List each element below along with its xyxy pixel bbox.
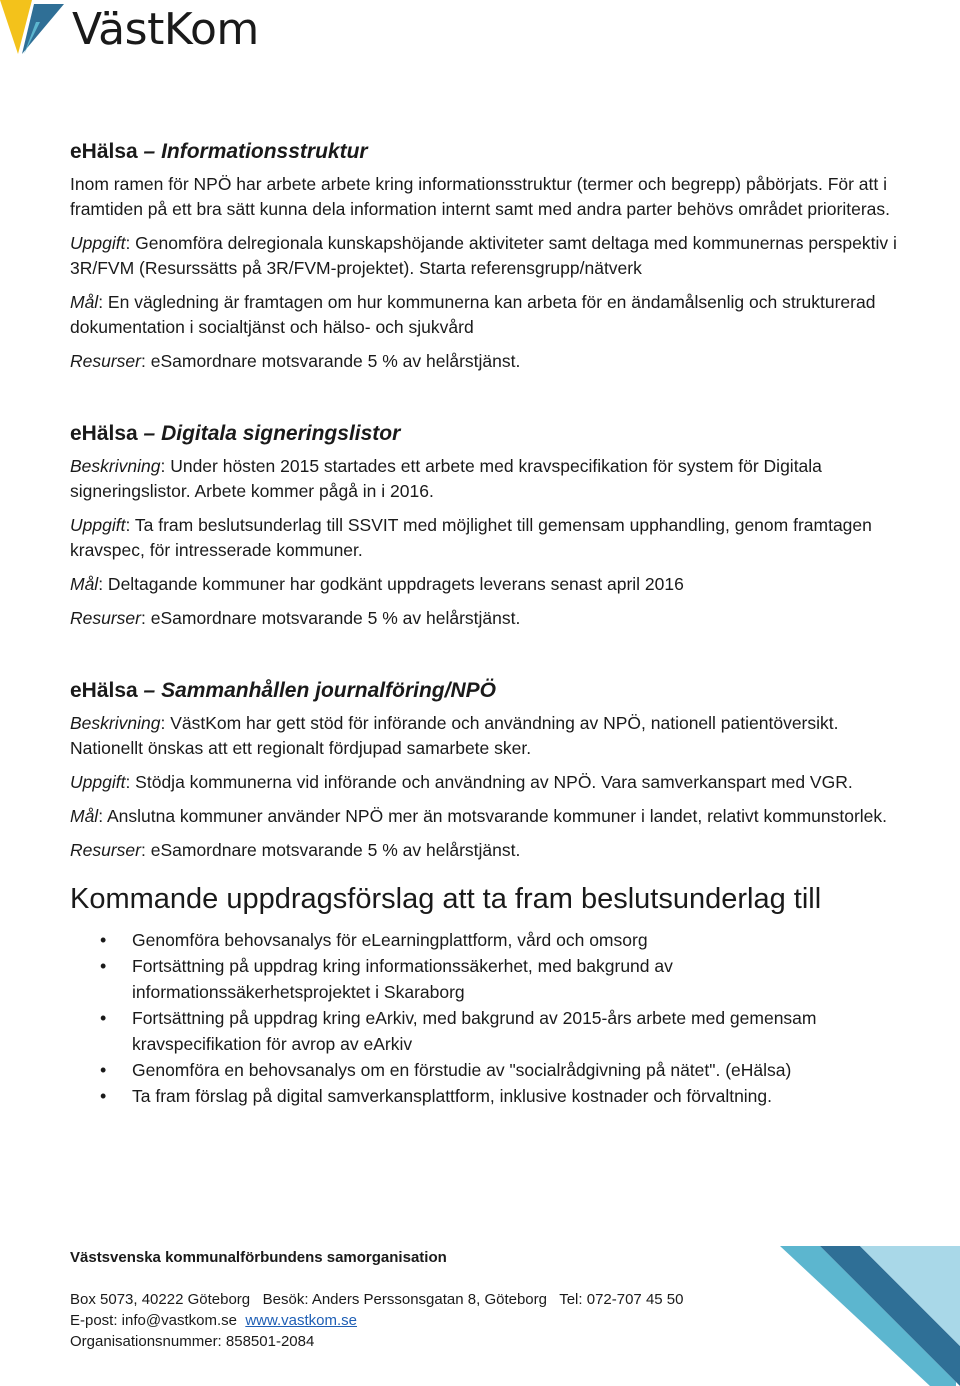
upcoming-list [70,927,900,1109]
beskrivning-paragraph: Beskrivning: VästKom har gett stöd för införande och användning av NPÖ, nationell patientöversikt. Nationellt önskas att ett regionalt fördjupad samarbete sker. [70,713,839,758]
resurser-paragraph: Resurser: eSamordnare motsvarande 5 % av helårstjänst. [70,608,521,628]
resurser-paragraph: Resurser: eSamordnare motsvarande 5 % av helårstjänst. [70,351,521,371]
bullet-icon: • [100,1086,107,1106]
section-title-informationsstruktur: eHälsa – Informationsstruktur [70,140,368,163]
list-item: • Fortsättning på uppdrag kring informationssäkerhet, med bakgrund av informationssäkerhetsprojektet i Skaraborg [70,953,900,1005]
corner-decoration-icon [780,1246,960,1386]
uppgift-paragraph: Uppgift: Ta fram beslutsunderlag till SSVIT med möjlighet till gemensam upphandling, genom framtagen kravspec, för intresserade kommuner. [70,515,872,560]
footer [70,1247,770,1352]
section-title-signeringslistor: eHälsa – Digitala signeringslistor [70,422,401,445]
footer-web-link[interactable]: www.vastkom.se [245,1312,358,1329]
uppgift-paragraph: Uppgift: Stödja kommunerna vid införande och användning av NPÖ. Vara samverkanspart med VGR. [70,772,853,792]
section-title-npo: eHälsa – Sammanhållen journalföring/NPÖ [70,679,496,702]
logo-wordmark: VästKom [72,4,259,55]
uppgift-paragraph: Uppgift: Genomföra delregionala kunskapshöjande aktiviteter samt deltaga med kommunernas perspektiv i 3R/FVM (Resurssätts på 3R/FVM-projektet). Starta referensgrupp/nätverk [70,233,897,278]
list-item: • Ta fram förslag på digital samverkansplattform, inklusive kostnader och förvaltning. [70,1083,900,1109]
beskrivning-paragraph: Beskrivning: Under hösten 2015 startades ett arbete med kravspecifikation för system för Digitala signeringslistor. Arbete kommer pågå in i 2016. [70,456,822,501]
bullet-icon: • [100,1060,107,1080]
vastkom-logo [0,0,300,56]
mal-paragraph: Mål: Anslutna kommuner använder NPÖ mer än motsvarande kommuner i landet, relativt kommunstorlek. [70,806,888,826]
footer-org-name: Västsvenska kommunalförbundens samorganisation [70,1249,447,1266]
list-item: • Genomföra behovsanalys för eLearningplattform, vård och omsorg [70,927,900,953]
upcoming-heading: Kommande uppdragsförslag att ta fram beslutsunderlag till [70,883,822,915]
mal-paragraph: Mål: Deltagande kommuner har godkänt uppdragets leverans senast april 2016 [70,574,684,594]
bullet-icon: • [100,956,107,976]
bullet-icon: • [100,1008,107,1028]
footer-email: E-post: info@vastkom.se [70,1312,237,1329]
bullet-icon: • [100,930,107,950]
logo-mark-icon [0,0,68,56]
footer-orgnr: Organisationsnummer: 858501-2084 [70,1333,315,1350]
list-item: • Fortsättning på uppdrag kring eArkiv, med bakgrund av 2015-års arbete med gemensam kravspecifikation för avrop av eArkiv [70,1005,900,1057]
footer-contact [70,1310,770,1331]
intro-paragraph: Inom ramen för NPÖ har arbete arbete kring informationsstruktur (termer och begrepp) påbörjats. För att i framtiden på ett bra sätt kunna dela information internt samt med andra parter behövs området prioriteras. [70,174,891,219]
resurser-paragraph: Resurser: eSamordnare motsvarande 5 % av helårstjänst. [70,840,521,860]
mal-paragraph: Mål: En vägledning är framtagen om hur kommunerna kan arbeta för en ändamålsenlig och strukturerad dokumentation i socialtjänst och hälso- och sjukvård [70,292,876,337]
footer-address: Box 5073, 40222 Göteborg Besök: Anders Perssonsgatan 8, Göteborg Tel: 072-707 45 50 [70,1291,684,1308]
document-body [70,138,900,1109]
list-item: • Genomföra en behovsanalys om en förstudie av "socialrådgivning på nätet". (eHälsa) [70,1057,900,1083]
